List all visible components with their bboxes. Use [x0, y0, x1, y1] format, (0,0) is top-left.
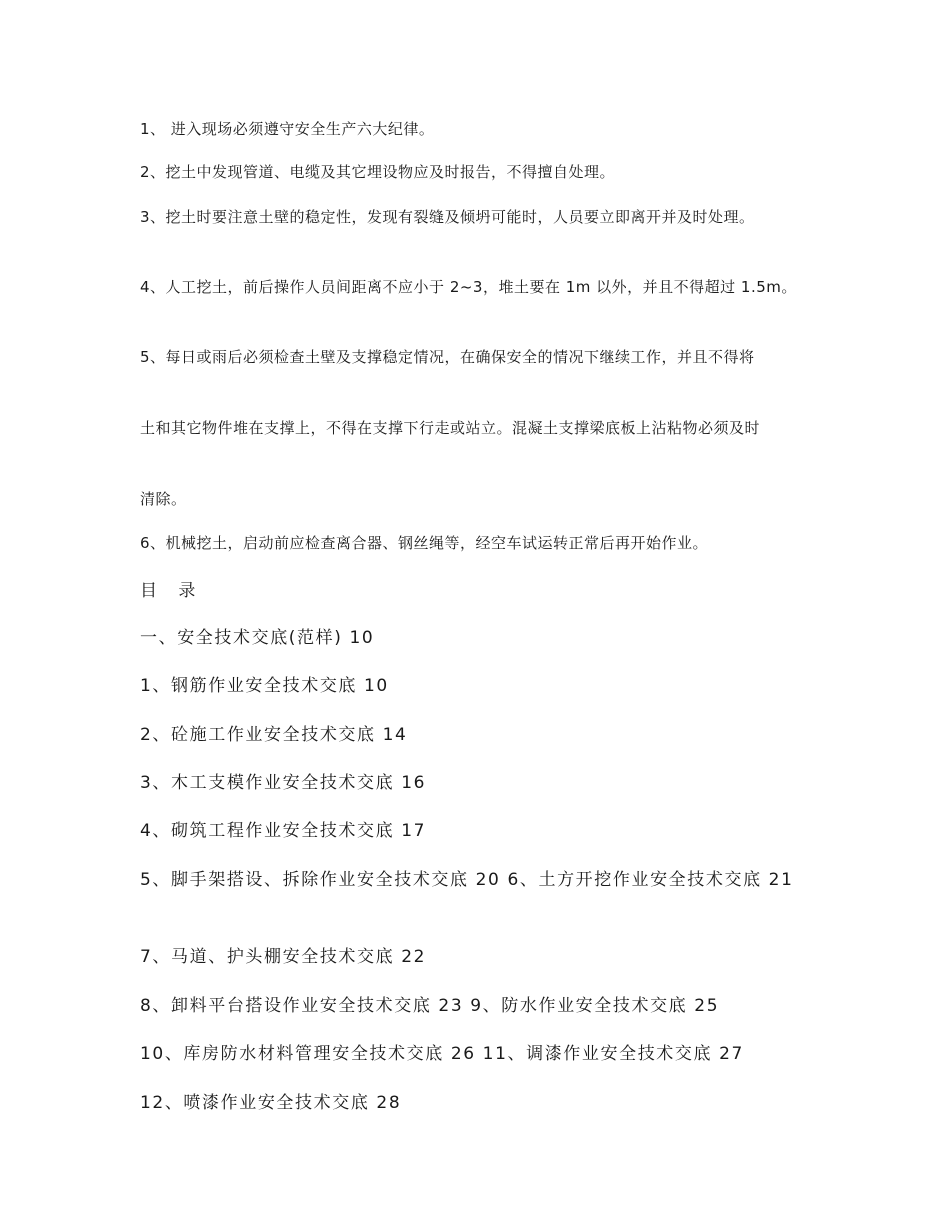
rule-paragraph: 3、挖土时要注意土壁的稳定性，发现有裂缝及倾坍可能时，人员要立即离开并及时处理。: [140, 208, 755, 226]
toc-item: 3、木工支模作业安全技术交底 16: [140, 773, 427, 793]
rule-paragraph: 2、挖土中发现管道、电缆及其它埋设物应及时报告，不得擅自处理。: [140, 163, 616, 181]
toc-item: 2、砼施工作业安全技术交底 14: [140, 725, 408, 745]
toc-item: 7、马道、护头棚安全技术交底 22: [140, 947, 427, 967]
rule-paragraph: 1、 进入现场必须遵守安全生产六大纪律。: [140, 120, 435, 138]
rule-paragraph: 清除。: [140, 490, 187, 508]
toc-item: 10、库房防水材料管理安全技术交底 26 11、调漆作业安全技术交底 27: [140, 1044, 744, 1064]
toc-title: 目 录: [140, 581, 204, 601]
rule-paragraph: 5、每日或雨后必须检查土壁及支撑稳定情况，在确保安全的情况下继续工作，并且不得将: [140, 348, 755, 366]
toc-item: 1、钢筋作业安全技术交底 10: [140, 676, 389, 696]
toc-item: 5、脚手架搭设、拆除作业安全技术交底 20 6、土方开挖作业安全技术交底 21: [140, 870, 794, 890]
toc-item: 一、安全技术交底(范样) 10: [140, 628, 375, 648]
toc-item: 4、砌筑工程作业安全技术交底 17: [140, 821, 427, 841]
rule-paragraph: 土和其它物件堆在支撑上，不得在支撑下行走或站立。混凝土支撑梁底板上沾粘物必须及时: [140, 419, 761, 437]
rule-paragraph: 6、机械挖土，启动前应检查离合器、钢丝绳等，经空车试运转正常后再开始作业。: [140, 534, 709, 552]
rule-paragraph: 4、人工挖土，前后操作人员间距离不应小于 2~3，堆土要在 1m 以外，并且不得超过 1.5m。: [140, 278, 797, 296]
toc-item: 12、喷漆作业安全技术交底 28: [140, 1093, 402, 1113]
toc-item: 8、卸料平台搭设作业安全技术交底 23 9、防水作业安全技术交底 25: [140, 996, 720, 1016]
